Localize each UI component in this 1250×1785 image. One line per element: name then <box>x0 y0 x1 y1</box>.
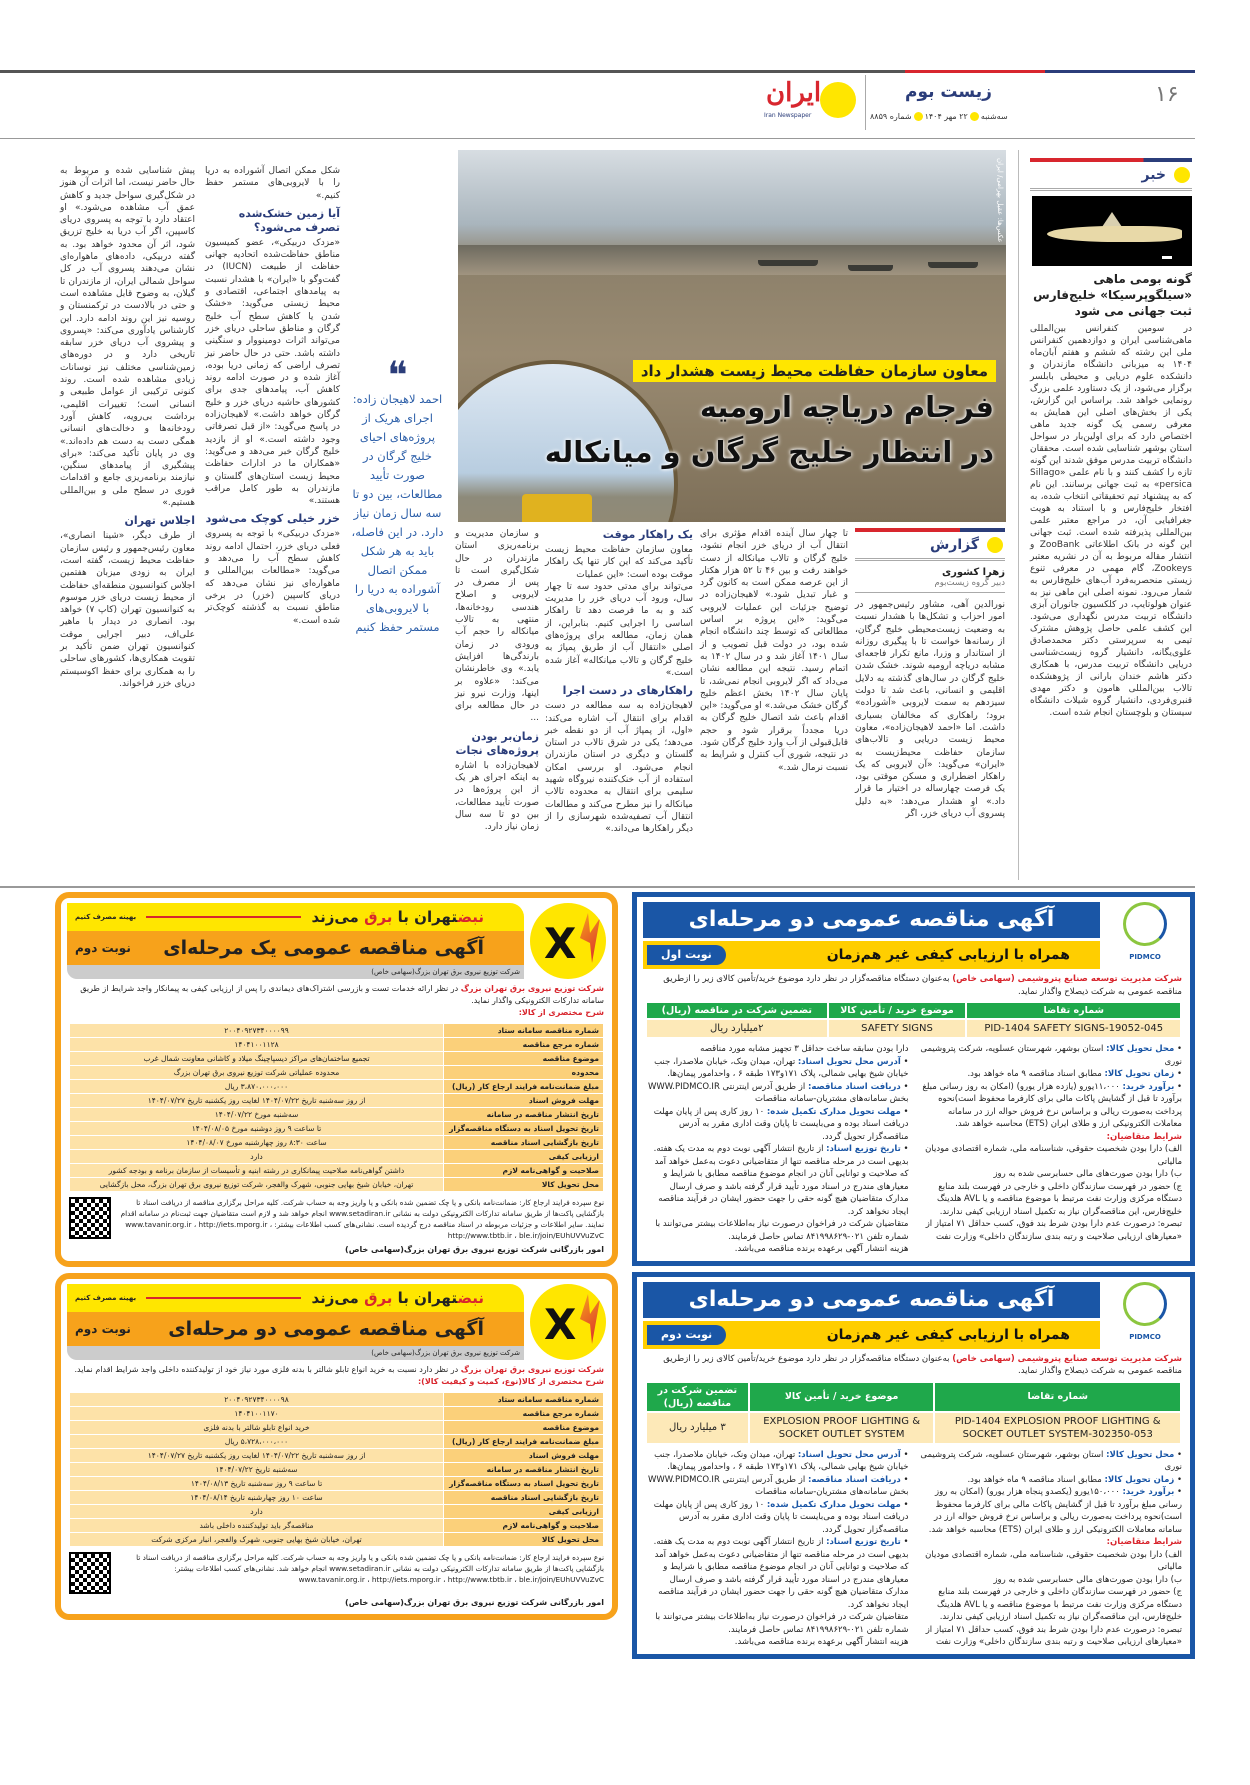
table-row: محل تحویل کالا تهران، خیابان شیخ بهایی جنوبی، شهرک والفجر، انبار مرکزی شرکت <box>70 1533 604 1547</box>
report-kicker <box>855 532 1005 561</box>
bulldozer-image <box>522 494 592 522</box>
ad-right-col <box>919 1449 1183 1649</box>
table-row: تاریخ بازگشایی اسناد مناقصه ساعت ۸:۳۰ روز چهارشنبه مورخ ۱۴۰۴/۰۸/۰۷ <box>70 1136 604 1150</box>
ad-item: هزینه انتشار آگهی برعهده برنده مناقصه می‌باشد. <box>734 1637 909 1647</box>
pidmco-logo: PIDMCO <box>1106 902 1184 970</box>
subhead-caspian: خزر خیلی کوچک می‌شود <box>205 512 340 526</box>
ad-title: آگهی مناقصه عمومی دو مرحله‌ای <box>643 1282 1100 1318</box>
table-row: شماره مرجع مناقصه ۱۴۰۴۱۰۰۱۱۲۸ <box>70 1038 604 1052</box>
report-col-3-text: می‌تواند برای مدتی حدود سه تا چهار سال، ورود آب دریای خزر را مدیریت کند و به ما فرصت دهد تا راهکار اساسی را اجرایی کنیم. بنابراین، از همان زمان، مطالعه برای پروژه‌های اصلی «انتقال آب از طریق پمپاژ به خلیج گرگان و تالاب میانکاله» آغاز شده است.» <box>545 581 693 678</box>
ad-intro: شرکت مدیریت توسعه صنایع پتروشیمی (سهامی خاص) به‌عنوان دستگاه مناقصه‌گزار در نظر دارد موضوع خرید/تأمین کالای زیر را ازطریق مناقصه عمومی به شرکت ذیصلاح واگذار نماید. <box>663 974 1182 997</box>
ad-subtitle: همراه با ارزیابی کیفی غیر هم‌زمان نوبت اول <box>643 941 1100 969</box>
ad-item: • مهلت تحویل مدارک تکمیل شده: ۱۰ روز کاری پس از پایان مهلت دریافت اسناد بوده و می‌بایست تا پایان وقت اداری مقرر به آدرس مناقصه‌گزار تحویل گردد. <box>653 1499 909 1535</box>
pidmco-ad-2 <box>632 1272 1195 1659</box>
condition: ج) حضور در فهرست سازندگان داخلی و خارجی در فهرست بلند منابع دستگاه مرکزی وزارت نفت مرتبط با موضوع مناقصه و یا AVL هلدینگ خلیج‌فارس، این مناقصه‌گران نیاز به تکمیل اسناد ارزیابی کیفی ندارند. <box>937 1587 1182 1622</box>
left-col-1-text-c: «مزدک دربیکی» با توجه به پسروی فعلی دریای خزر، احتمال ادامه روند کاهش سطح آب را می‌دهد و می‌گوید: «مطالعات بین‌المللی و ماهواره‌ای نیز نشان می‌دهد که دریای کاسپین (خزر) در برخی مناطق نسبت به گذشته کوچک‌تر شده است.» <box>205 529 340 626</box>
qr-code-icon[interactable] <box>69 1197 111 1239</box>
ad-item: • محل تحویل کالا: استان بوشهر، شهرستان عسلویه، شرکت پتروشیمی نوری <box>920 1449 1182 1472</box>
table-row: تاریخ بازگشایی اسناد مناقصه ساعت ۱۰ روز چهارشنبه تاریخ ۱۴۰۴/۰۸/۱۴ <box>70 1491 604 1505</box>
left-col-2-text-b: از طرف دیگر، «شینا انصاری»، معاون رئیس‌جمهور و رئیس سازمان حفاظت محیط زیست، گفته است، ایران به زودی میزبان هفتمین اجلاس کنوانسیون منطقه‌ای حفاظت از محیط زیست دریای خزر موسوم به کنوانسیون تهران (کاپ ۷) خواهد بود. انصاری در دیدار با ماهیر علی‌اف، دبیر اجرایی موقت کنوانسیون تهران ضمن تأکید بر تقویت همکاری‌ها، کشورهای ساحلی را به همکاری برای حفظ اکوسیستم دریای خزر فراخواند. <box>60 531 196 689</box>
ad-slogan: نبضتهران با برق می‌زند بهینه مصرف کنیم <box>67 1284 524 1312</box>
table-row: صلاحیت و گواهی‌نامه لازم مناقصه‌گر باید تولیدکننده داخلی باشد <box>70 1519 604 1533</box>
main-kicker: معاون سازمان حفاظت محیط زیست هشدار داد <box>633 360 996 382</box>
author-name: زهرا کشوری <box>941 567 1005 578</box>
table-row: شماره مناقصه سامانه ستاد ۲۰۰۴۰۹۲۷۳۴۰۰۰۰۹۹ <box>70 1024 604 1038</box>
turn-badge: نوبت اول <box>647 945 726 965</box>
condition: الف) دارا بودن شخصیت حقوقی، شناسنامه ملی، شماره اقتصادی مودیان مالیاتی <box>925 1549 1182 1572</box>
dateline <box>870 112 1008 121</box>
date: ۲۲ مهر ۱۴۰۴ <box>924 112 968 121</box>
news-kicker <box>1030 162 1192 191</box>
subhead-land: آیا زمین خشک‌شده تصرف می‌شود؟ <box>238 206 340 234</box>
ad-item: • برآورد خرید: ۱۱،۰۰۰یورو (یازده هزار یورو) (امکان به روز رسانی مبلغ برآورد تا قبل از گشایش پاکات مالی برای کارفرما محفوظ است)نحوه پرداخت به‌صورت ریالی و براساس نرخ فروش حواله ارز در سامانه معاملات الکترونیکی ارز و طلای ایران (ETS) محاسبه خواهد شد. <box>922 1081 1182 1129</box>
table-row: تاریخ انتشار مناقصه در سامانه سه‌شنبه تاریخ ۱۴۰۴/۰۷/۲۲ <box>70 1463 604 1477</box>
ad-item: • آدرس محل تحویل اسناد: تهران، میدان ونک، خیابان ملاصدرا، جنب خیابان شیخ بهایی شمالی، پلاک ۱۷۱و۱۷۳ طبقه ۶ ، واحدامور پیمان‌ها. <box>654 1449 909 1472</box>
section-title: زیست بوم <box>905 82 992 102</box>
table-row: محدوده محدوده عملیاتی شرکت توزیع نیروی برق تهران بزرگ <box>70 1066 604 1080</box>
news-body: در سومین کنفرانس بین‌المللی ماهی‌شناسی ایران و دوازدهمین کنفرانس ملی این رشته که ششم و هفتم آبان‌ماه ۱۴۰۴ به میزبانی دانشگاه مازندران و دانشکده علوم دریایی و محیطی بابلسر برگزار می‌شود، از یک دستاورد علمی بزرگ رونمایی خواهد شد. براساس این گزارش، یکی از بخش‌های اصلی این همایش به معرفی رسمی یک گونه جدید ماهی اختصاص دارد که برای اولین‌بار در سواحل استان بوشهر شناسایی شده است. محققان دانشگاه تربیت مدرس موفق شدند این گونه تازه را کشف کنند و با نام علمی «Sillago persica» به ثبت جهانی برسانند. این نام که به پیشنهاد تیم تحقیقاتی انتخاب شده، به افتخار خلیج‌فارس و با استناد به هویت جغرافیایی آن، در مراجع معتبر علمی بین‌المللی پذیرفته شده است. ثبت جهانی این گونه در بانک اطلاعاتی ZooBank و انتشار مقاله مربوط به آن در نشریه معتبر Zookeys، گام مهمی در معرفی تنوع زیستی منحصربه‌فرد آب‌های خلیج‌فارس به شمار می‌رود. نمونه اصلی این ماهی نیز به عنوان هولوتایپ، در کلکسیون جانوران آبزی دانشگاه تربیت مدرس نگهداری می‌شود. این کشف علمی حاصل پژوهش مشترک تیمی به سرپرستی دکتر محمدصادق علوی‌یگانه، دانشیار گروه زیست‌شناسی دریایی دانشگاه تربیت مدرس، با همکاری دکتر هاشم خندان بارانی از پژوهشکده تالاب بین‌المللی هامون و دکتر مهدی قنبری‌فردی، دانشیار گروه شیلات دانشگاه سیستان و بلوچستان انجام شده است. <box>1030 324 1192 718</box>
condition: ب) دارا بودن صورت‌های مالی حسابرسی شده به روز <box>993 1169 1182 1179</box>
fish-photo <box>1032 196 1192 266</box>
ad-footer-text: نوع سپرده فرایند ارجاع کار: ضمانت‌نامه بانکی و یا چک تضمین شده بانکی و یا واریز وجه به حساب شرکت. کلیه مراحل برگزاری مناقصه از دریافت اسناد تا بازگشایی پاکت‌ها از طریق سامانه تدارکات الکترونیکی دولت به نشانی www.setadiran.ir انجام خواهد شد و لازم است متقاضیان جهت ثبت‌نام در سامانه اقدام نمایند. سایر اطلاعات و جزئیات مربوطه در اسناد مناقصه درج گردیده است. نشانی‌های کسب اطلاعات بیشتر: www.tavanir.org.ir ، http://iets.mporg.ir ، http://www.tbtb.ir ، ble.ir/join/EUhUVVuZvC <box>120 1198 604 1240</box>
report-col-1-text: نورالدین آهی، مشاور رئیس‌جمهور در امور احزاب و تشکل‌ها با هشدار نسبت به وضعیت زیست‌محیطی خلیج گرگان، از رسانه‌ها خواست تا با پیگیری روزانه از استاندار و وزرا، مانع تکرار فاجعه‌ای مشابه دریاچه ارومیه شوند. خشک شدن خلیج گرگان در سال‌های گذشته به دلایل اقلیمی و انسانی، باعث شد تا دولت سیزدهم به سمت لایروبی «آشوراده» برود؛ راهکاری که مخالفان بسیاری داشت. اما «احمد لاهیجان‌زاده»، معاون محیط زیست دریایی و تالاب‌های سازمان حفاظت محیط‌زیست به «ایران» می‌گوید: «آن لایروبی که یک راهکار اضطراری و مسکن موقتی بود، یک فرصت چهارساله در اختیار ما قرار داد.» او هشدار می‌دهد: «به دلیل پسروی آب دریای خزر، اگر <box>855 600 1005 820</box>
table-row: موضوع مناقصه تجمیع ساختمان‌های مراکز دیسپاچینگ میلاد و کاشانی معاونت شمال غرب <box>70 1052 604 1066</box>
ad-item: • آدرس محل تحویل اسناد: تهران، میدان ونک، خیابان ملاصدرا، جنب خیابان شیخ بهایی شمالی، پلاک ۱۷۱و۱۷۳ طبقه ۶ ، واحدامور پیمان‌ها. <box>654 1056 909 1079</box>
ad-slogan: نبضتهران با برق می‌زند بهینه مصرف کنیم <box>67 903 524 931</box>
ad-table: شماره تقاضا موضوع خرید / تأمین کالا تضمین شرکت در مناقصه (ریال) PID-1404 EXPLOSION PROOF LIGHTING & SOCKET OUTLET SYSTEM-302350-053 EXPLOSION PROOF LIGHTING & SOCKET OUTLET SYSTEM ۳ میلیارد ریال <box>645 1381 1182 1445</box>
quote-icon: ❝ <box>387 353 408 397</box>
table-row: تاریخ انتشار مناقصه در سامانه سه‌شنبه مورخ ۱۴۰۴/۰۷/۲۲ <box>70 1108 604 1122</box>
ad-left-col <box>645 1449 909 1649</box>
ad-item: • دریافت اسناد مناقصه: از طریق آدرس اینترنتی WWW.PIDMCO.IR بخش سامانه‌های مشتریان-سامانه مناقصات <box>648 1474 909 1497</box>
conditions-title: شرایط متقاضیان: <box>1106 1537 1182 1547</box>
subhead-temporary: یک راهکار موقت <box>602 528 693 541</box>
ad-item: بدیهی است در مرحله مناقصه تنها از متقاضیانی دعوت به‌عمل خواهد آمد که صلاحیت و توانایی آنان در انجام موضوع مناقصه مطابق با شرایط و معیارهای مندرج در اسناد مورد تأیید قرار گرفته باشد و صرف ارسال مدارک متقاضیان هیچ گونه حقی را جهت حضور ایشان در فرآیند مناقصه ایجاد نخواهد کرد. <box>654 1156 909 1217</box>
ad-item: • برآورد خرید: ۱۵۰،۰۰۰یورو (یکصدو پنجاه هزار یورو) (امکان به روز رسانی مبلغ برآورد تا قبل از گشایش پاکات مالی برای کارفرما محفوظ است)نحوه پرداخت به‌صورت ریالی و براساس نرخ فروش حواله ارز در سامانه معاملات الکترونیکی ارز و طلای ایران (ETS) محاسبه خواهد شد. <box>928 1487 1182 1535</box>
ad-intro: شرکت توزیع نیروی برق تهران بزرگ در نظر دارد نسبت به خرید انواع تابلو شالتر با بدنه فلزی مورد نیاز خود از تولیدکننده داخلی واجد شرایط اقدام نماید. شرح مختصری از کالا(نوع، کمیت و کیفیت کالا): <box>74 1365 604 1386</box>
news-column <box>1030 158 1192 719</box>
report-col-4-text: و سازمان مدیریت و برنامه‌ریزی استان مازندران در حال شکل‌گیری است تا پس از مصرف در لایروبی و اصلاح هندسی رودخانه‌ها، منتهی به تالاب میانکاله را حجم آب ورودی در زمان بارندگی‌ها افزایش یابد.» وی خاطرنشان می‌کند: «علاوه بر اینها، وزارت نیرو نیز در حال مطالعه برای ... <box>455 529 539 724</box>
conditions-title: شرایط متقاضیان: <box>1106 1131 1182 1142</box>
header-divider <box>865 75 866 130</box>
table-row: مهلت فروش اسناد از روز سه‌شنبه تاریخ ۱۴۰۴/۰۷/۲۲ لغایت روز یکشنبه تاریخ ۱۴۰۴/۰۷/۲۷ <box>70 1094 604 1108</box>
qr-code-icon[interactable] <box>69 1552 111 1594</box>
pulse-line-icon <box>146 1297 301 1299</box>
ad-item: متقاضیان شرکت در فراخوان درصورت نیاز به‌اطلاعات بیشتر می‌توانند با شماره تلفن ۰۲۱-۸۴۱۹۹۸۶۲۹ تماس حاصل فرمایند. <box>655 1612 909 1635</box>
turn-badge: نوبت دوم <box>647 1325 726 1345</box>
electricity-logo: X <box>530 903 606 979</box>
report-col-4-text-b: لاهیجان‌زاده با اشاره به اینکه اجرای هر یک از این پروژه‌ها در صورت تأیید مطالعات، بین دو تا سه سال زمان نیاز دارد. <box>455 760 539 833</box>
ad-item: • مهلت تحویل مدارک تکمیل شده: ۱۰ روز کاری پس از پایان مهلت دریافت اسناد بوده و می‌بایست تا پایان وقت اداری مقرر به آدرس مناقصه‌گزار تحویل گردد. <box>653 1106 909 1142</box>
ad-item: دارا بودن سابقه ساخت حداقل ۳ تجهیز مشابه مورد مناقصه <box>700 1044 909 1054</box>
ad-table <box>69 1392 604 1547</box>
table-row: محل تحویل کالا تهران، خیابان شیخ بهایی جنوبی، شهرک والفجر، شرکت توزیع نیروی برق تهران بزرگ، محل بازگشایی <box>70 1178 604 1192</box>
ad-left-col <box>645 1043 909 1256</box>
condition: ب) دارا بودن صورت‌های مالی حسابرسی شده به روز <box>993 1574 1182 1585</box>
subhead-tehran-summit: اجلاس تهران <box>124 514 195 528</box>
left-col-1-text: شکل ممکن اتصال آشوراده به دریا را با لایروبی‌های مستمر حفظ کنیم.» <box>205 166 340 201</box>
subhead-rescue: زمان‌بر بودن پروژه‌های نجات <box>455 729 539 757</box>
condition: تبصره: درصورت عدم دارا بودن شرط بند فوق، کسب حداقل ۷۱ امتیاز از «معیارهای ارزیابی صلاحیت و رتبه بندی سازندگان داخلی» وزارت نفت <box>925 1624 1182 1647</box>
photo-credit: عکس‌ها: عقیل بهرامی/ ایران <box>996 158 1004 243</box>
day: سه‌شنبه <box>980 112 1008 121</box>
condition: ج) حضور در فهرست سازندگان داخلی و خارجی در فهرست بلند منابع دستگاه مرکزی وزارت نفت مرتبط با موضوع مناقصه و یا AVL هلدینگ خلیج‌فارس، این مناقصه‌گران نیاز به تکمیل اسناد ارزیابی کیفی ندارند. <box>937 1181 1182 1217</box>
pidmco-ad-1 <box>632 892 1195 1266</box>
left-col-2 <box>60 165 195 690</box>
table-row: مبلغ ضمانت‌نامه فرایند ارجاع کار (ریال) ۵،۷۲۸،۰۰۰،۰۰۰ ریال <box>70 1435 604 1449</box>
subhead-solutions: راهکارهای در دست اجرا <box>562 684 693 698</box>
ad-signature: امور بازرگانی شرکت توزیع نیروی برق تهران بزرگ(سهامی خاص) <box>345 1598 604 1607</box>
pidmco-ads-stack <box>632 892 1195 1659</box>
ad-subtitle: همراه با ارزیابی کیفی غیر هم‌زمان نوبت دوم <box>643 1321 1100 1349</box>
author-role: دبیر گروه زیست‌بوم <box>855 578 1005 593</box>
table-row: ارزیابی کیفی دارد <box>70 1505 604 1519</box>
ad-item: • دریافت اسناد مناقصه: از طریق آدرس اینترنتی WWW.PIDMCO.IR بخش سامانه‌های مشتریان-سامانه مناقصات <box>648 1081 909 1104</box>
table-row: مهلت فروش اسناد از روز سه‌شنبه تاریخ ۱۴۰۴/۰۷/۲۲ لغایت روز یکشنبه تاریخ ۱۴۰۴/۰۷/۲۷ <box>70 1449 604 1463</box>
report-col-2 <box>700 528 848 774</box>
issue-number: شماره ۸۸۵۹ <box>870 112 912 121</box>
quote-text: احمد لاهیجان زاده: اجرای هریک از پروژه‌های احیای خلیج گرگان در صورت تأیید مطالعات، بین دو تا سه سال زمان نیاز دارد. در این فاصله، باید به هر شکل ممکن اتصال آشوراده به دریا را با لایروبی‌های مستمر حفظ کنیم <box>351 392 444 634</box>
condition: تبصره: درصورت عدم دارا بودن شرط بند فوق، کسب حداقل ۷۱ امتیاز از «معیارهای ارزیابی صلاحیت و رتبه بندی سازندگان داخلی» وزارت نفت <box>925 1219 1182 1242</box>
ad-item: هزینه انتشار آگهی برعهده برنده مناقصه می‌باشد. <box>734 1244 909 1254</box>
kicker-label: خبر <box>1141 167 1166 183</box>
ad-item: • محل تحویل کالا: استان بوشهر، شهرستان عسلویه، شرکت پتروشیمی نوری <box>920 1044 1182 1067</box>
header-bottom-rule <box>0 138 1195 139</box>
table-row: تاریخ تحویل اسناد به دستگاه مناقصه‌گزار تا ساعت ۹ روز دوشنبه مورخ ۱۴۰۴/۰۸/۰۵ <box>70 1122 604 1136</box>
tavanir-ad-1 <box>55 892 618 1267</box>
ad-title: آگهی مناقصه عمومی دو مرحله‌ای نوبت دوم <box>67 1312 524 1346</box>
ad-footer-text: نوع سپرده فرایند ارجاع کار: ضمانت‌نامه بانکی و یا چک تضمین شده بانکی و یا واریز وجه به حساب شرکت. کلیه مراحل برگزاری مناقصه از دریافت اسناد تا بازگشایی پاکت‌ها از طریق سامانه تدارکات الکترونیکی دولت به نشانی www.setadiran.ir انجام خواهد شد. نشانی‌های کسب اطلاعات بیشتر: www.tavanir.org.ir ، http://iets.mporg.ir ، http://www.tbtb.ir ، ble.ir/join/EUhUVVuZvC <box>136 1553 604 1584</box>
main-headline-2: در انتظار خلیج گرگان و میانکاله <box>544 435 994 469</box>
report-col-3 <box>545 528 693 836</box>
left-col-1 <box>205 165 340 627</box>
page-number: ۱۶ <box>1155 82 1179 107</box>
pull-quote <box>350 353 445 637</box>
ad-item: بدیهی است در مرحله مناقصه تنها از متقاضیانی دعوت به‌عمل خواهد آمد که صلاحیت و توانایی آنان در انجام موضوع مناقصه مطابق با شرایط و معیارهای مندرج در اسناد مورد تأیید قرار گرفته باشد و صرف ارسال مدارک متقاضیان هیچ گونه حقی را جهت حضور ایشان در فرآیند مناقصه ایجاد نخواهد کرد. <box>654 1549 909 1610</box>
table-row: موضوع مناقصه خرید انواع تابلو شالتر با بدنه فلزی <box>70 1421 604 1435</box>
table-row: تاریخ تحویل اسناد به دستگاه مناقصه‌گزار تا ساعت ۹ روز سه‌شنبه تاریخ ۱۴۰۴/۰۸/۱۳ <box>70 1477 604 1491</box>
ad-item: متقاضیان شرکت در فراخوان درصورت نیاز به‌اطلاعات بیشتر می‌توانند با شماره تلفن ۰۲۱-۸۴۱۹۹۸۶۲۹ تماس حاصل فرمایند. <box>655 1219 909 1242</box>
ad-item: • تاریخ توزیع اسناد: از تاریخ انتشار آگهی نوبت دوم به مدت یک هفته. <box>653 1144 909 1154</box>
logo-text: ایران <box>766 78 822 108</box>
dot-icon <box>914 112 923 121</box>
electricity-logo: X <box>530 1284 606 1360</box>
ad-title: آگهی مناقصه عمومی یک مرحله‌ای نوبت دوم <box>67 931 524 965</box>
ad-intro: شرکت توزیع نیروی برق تهران بزرگ در نظر ارائه خدمات تست و بازرسی اشتراک‌های دیماندی را پس از ارزیابی کیفی به پیمانکار واجد شرایط از طریق سامانه تدارکات الکترونیکی واگذار نماید. شرح مختصری از کالا: <box>80 984 604 1017</box>
news-headline: گونه بومی ماهی «سیلگوپرسیکا» خلیج‌فارس ثبت جهانی می شود <box>1033 272 1192 318</box>
dot-icon <box>1174 167 1190 183</box>
condition: الف) دارا بودن شخصیت حقوقی، شناسنامه ملی، شماره اقتصادی مودیان مالیاتی <box>925 1144 1182 1167</box>
kicker-label: گزارش <box>929 537 979 553</box>
table-row: مبلغ ضمانت‌نامه فرایند ارجاع کار (ریال) ۳،۸۷۰،۰۰۰،۰۰۰ ریال <box>70 1080 604 1094</box>
ad-table <box>69 1023 604 1192</box>
main-photo <box>458 150 1006 522</box>
turn-badge: نوبت دوم <box>75 941 131 955</box>
iran-newspaper-logo <box>760 78 855 122</box>
ad-table: شماره تقاضا موضوع خرید / تأمین کالا تضمین شرکت در مناقصه (ریال) PID-1404 SAFETY SIGNS-19052-045 SAFETY SIGNS ۲میلیارد ریال <box>645 1001 1182 1039</box>
news-kicker-box <box>1030 158 1192 191</box>
table-row: شماره مناقصه سامانه ستاد ۲۰۰۴۰۹۲۷۳۴۰۰۰۰۹۸ <box>70 1393 604 1407</box>
ad-item: • تاریخ توزیع اسناد: از تاریخ انتشار آگهی نوبت دوم به مدت یک هفته. <box>653 1537 909 1547</box>
report-col-3-text-b: لاهیجان‌زاده به سه مطالعه در دست اقدام برای انتقال آب اشاره می‌کند: «اول، از پمپاژ آب از دو نقطه خبر می‌دهد؛ یکی در شرق تالاب در استان گلستان و دیگری در استان مازندران انجام می‌شود. او بررسی امکان استفاده از آب خنک‌کننده نیروگاه شهید سلیمی برای انتقال به محدوده تالاب میانکاله را نیز مطرح می‌کند و مطالعات انتقال آب تصفیه‌شده شهرسازی را از دیگر راهکارها می‌داند.» <box>545 701 693 835</box>
dot-icon <box>987 537 1003 553</box>
ad-intro: شرکت مدیریت توسعه صنایع پتروشیمی (سهامی خاص) به‌عنوان دستگاه مناقصه‌گزار در نظر دارد موضوع خرید/تأمین کالای زیر را ازطریق مناقصه عمومی به شرکت ذیصلاح واگذار نماید. <box>663 1353 1182 1376</box>
ad-company: شرکت توزیع نیروی برق تهران بزرگ(سهامی خاص) <box>67 965 524 979</box>
tavanir-ads-stack <box>55 892 618 1620</box>
main-headline-1: فرجام دریاچه ارومیه <box>699 390 994 424</box>
report-col-2-text: تا چهار سال آینده اقدام مؤثری برای انتقال آب از دریای خزر انجام نشود، خلیج گرگان و تالاب میانکاله از دست خواهند رفت و بین ۴۶ تا ۵۲ هزار هکتار از این عرصه ممکن است به کانون گرد و غبار تبدیل شود.» لاهیجان‌زاده در توضیح جزئیات این عملیات لایروبی می‌گوید: «این پروژه بر اساس مطالعاتی که توسط چند دانشگاه انجام شده بود، در دولت قبل تصویب و از سال ۱۴۰۱ آغاز شد و در سال ۱۴۰۲ به اتمام رسید. نتیجه این مطالعه نشان می‌داد که اگر لایروبی انجام نمی‌شد، تا پایان سال ۱۴۰۲ بخش اعظم خلیج گرگان خشک می‌شد.» او می‌گوید: «این اقدام باعث شد اتصال خلیج گرگان به دریا مجدداً برقرار شود و حجم قابل‌قبولی از آب وارد خلیج گرگان شود. در نتیجه، شوری آب کنترل و شرایط به نسبت نرمال شد.» <box>700 529 849 773</box>
left-col-1-text-b: «مزدک دربیکی»، عضو کمیسیون مناطق حفاظت‌شده اتحادیه جهانی حفاظت از طبیعت (IUCN) در گفت‌وگو با «ایران» با هشدار نسبت به پیامدهای اجتماعی، اقتصادی و محیط زیستی می‌گوید: «خشک شدن یا کاهش سطح آب خلیج گرگان و مناطق ساحلی دریای خزر می‌تواند اثرات دومینووار و سنگینی داشته باشد. حتی در حال حاضر نیز تصرف اراضی که زمانی دریا بوده، آغاز شده و در صورت ادامه روند کاهش آب، پیامدهای جدی برای کشورهای حاشیه دریای خزر و خلیج گرگان خواهد داشت.» لاهیجان‌زاده در پاسخ می‌گوید: «از قبل تصرفاتی وجود داشته است.» او از بازدید خلیج گرگان خبر می‌دهد و می‌گوید: «همکاران ما در ادارات حفاظت محیط زیست استان‌های گلستان و مازندران به طور کامل مراقب هستند.» <box>205 237 340 507</box>
sun-icon <box>820 82 856 118</box>
ad-title: آگهی مناقصه عمومی دو مرحله‌ای <box>643 902 1100 938</box>
dot-icon <box>970 112 979 121</box>
ad-company: شرکت توزیع نیروی برق تهران بزرگ(سهامی خاص) <box>67 1346 524 1360</box>
tavanir-ad-2 <box>55 1273 618 1620</box>
ads-divider <box>0 886 1195 888</box>
report-col-4 <box>455 528 539 834</box>
ad-item: • زمان تحویل کالا: مطابق اسناد مناقصه ۹ ماه خواهد بود. <box>967 1474 1182 1485</box>
ad-right-col <box>919 1043 1183 1256</box>
pulse-line-icon <box>146 916 301 918</box>
table-row: شماره مرجع مناقصه ۱۴۰۴۱۰۰۱۱۷۰ <box>70 1407 604 1421</box>
report-col-2-text-b: معاون سازمان حفاظت محیط زیست تأکید می‌کند که این کار تنها یک راهکار موقت بوده است: «این عملیات <box>545 545 693 580</box>
pidmco-logo: PIDMCO <box>1106 1282 1184 1350</box>
header-rule <box>0 70 1195 73</box>
ad-item: • زمان تحویل کالا: مطابق اسناد مناقصه ۹ ماه خواهد بود. <box>967 1069 1182 1079</box>
left-col-2-text: پیش شناسایی شده و مربوط به حال حاضر نیست، اما اثرات آن هنوز در شکل‌گیری سواحل جدید و کاهش عمق آب مشاهده می‌شود.» او اعتقاد دارد با توجه به پسروی دریای کاسپین، اگر آب دریا به خلیج تزریق شود، اثر آن محدود خواهد بود. به گفته دربیکی، داده‌های ماهواره‌ای نشان می‌دهند پسروی آب در کل سواحل شمالی ایران، از مازندران تا گیلان، به وضوح قابل مشاهده است و حتی در بالادست در ترکمنستان و روسیه نیز این روند ادامه دارد. این کارشناس یادآوری می‌کند: «پسروی و پیشروی آب دریای خزر سابقه تاریخی دارد و در دوره‌های زمین‌شناسی مختلف نیز نوسانات زیادی مشاهده شده است. روند کنونی ترکیبی از عوامل طبیعی و انسانی است؛ تغییرات اقلیمی، برداشت بی‌رویه، کاهش آورد رودخانه‌ها و دخالت‌های انسانی همگی دست به دست هم داده‌اند.» وی در پایان تأکید می‌کند: «برای پیشگیری از پیامدهای سنگین، نیازمند برنامه‌ریزی جامع و اقدامات فوری در سطح ملی و بین‌المللی هستیم.» <box>60 166 195 509</box>
table-row: ارزیابی کیفی دارد <box>70 1150 604 1164</box>
report-col-1 <box>855 528 1005 820</box>
table-row: صلاحیت و گواهی‌نامه لازم داشتن گواهی‌نامه صلاحیت پیمانکاری در رشته ابنیه و تأسیسات از سازمان برنامه و بودجه کشور <box>70 1164 604 1178</box>
ad-signature: امور بازرگانی شرکت توزیع نیروی برق تهران بزرگ(سهامی خاص) <box>345 1245 604 1254</box>
column-divider <box>1018 150 1019 880</box>
turn-badge: نوبت دوم <box>75 1322 131 1336</box>
logo-subtext: Iran Newspaper <box>764 112 812 119</box>
